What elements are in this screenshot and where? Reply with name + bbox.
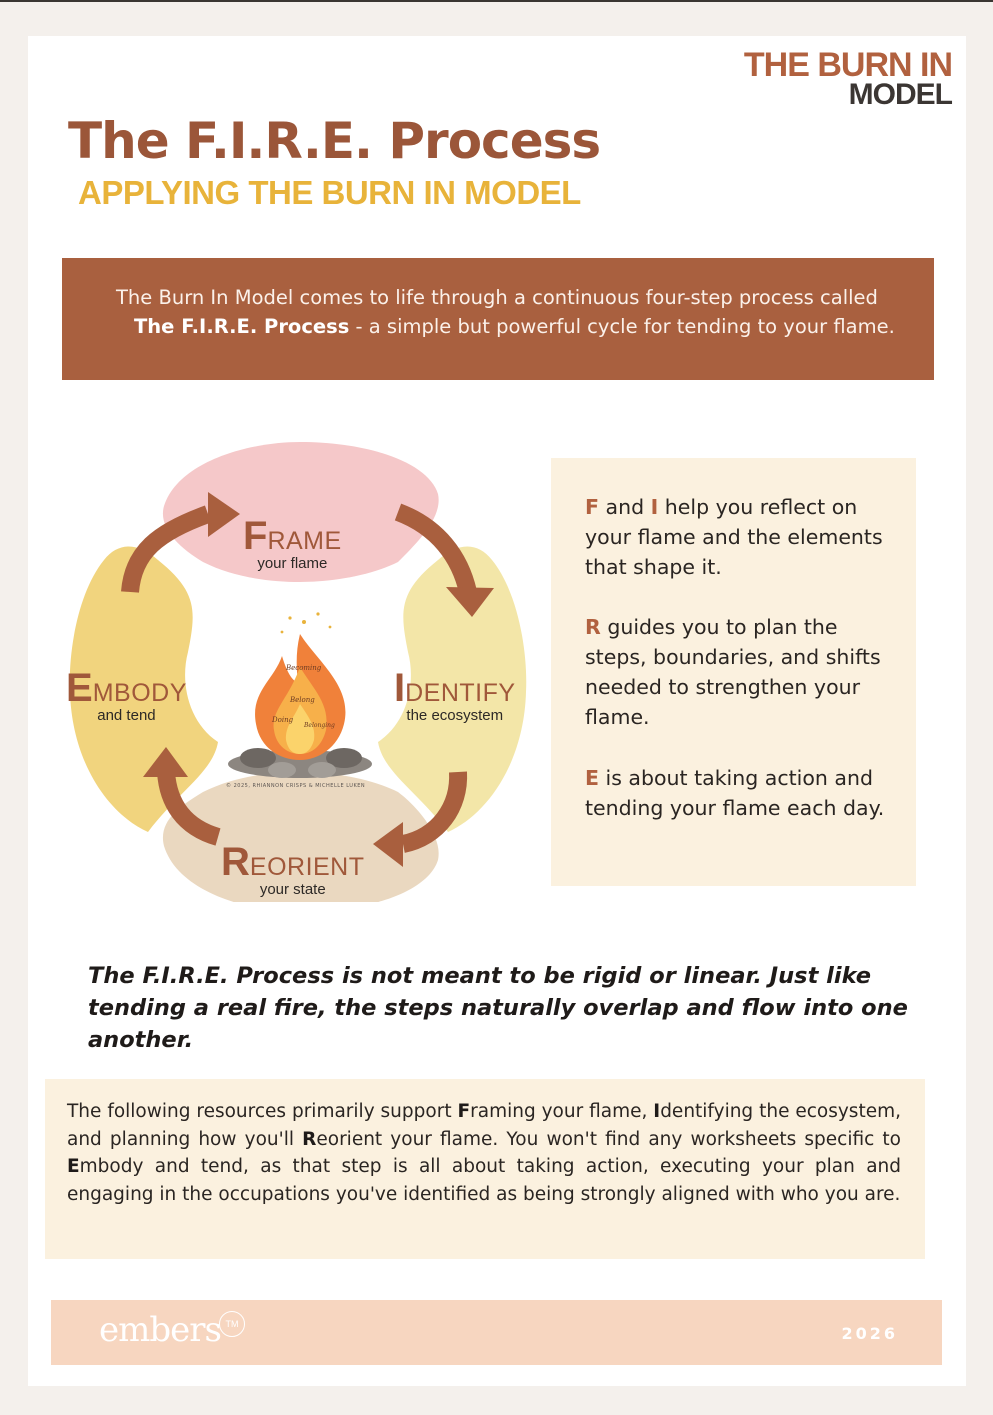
resources-text [67, 1098, 901, 1208]
stage-identify [394, 666, 516, 724]
page-subtitle: APPLYING THE BURN IN MODEL [78, 174, 581, 211]
identify-subtitle: the ecosystem [406, 707, 504, 724]
res-b1: F [457, 1101, 471, 1122]
footer-bar [51, 1300, 942, 1365]
reorient-initial: R [221, 840, 250, 884]
step-summary-box [551, 458, 916, 886]
frame-subtitle: your flame [257, 555, 328, 572]
frame-initial: F [243, 514, 268, 558]
note-r-text: guides you to plan the steps, boundaries, and shifts needed to strengthen your flame. [585, 615, 881, 729]
res-t3: dentifying the ecosystem, and planning how you'll [67, 1101, 901, 1150]
reorient-subtitle: your state [259, 881, 326, 898]
stage-embody [66, 666, 187, 724]
page [28, 36, 966, 1386]
flame-label-becoming: Becoming [286, 664, 322, 672]
embody-word: MBODY [92, 679, 187, 707]
embers-logo: embers [99, 1310, 221, 1350]
note-and: and [599, 495, 651, 519]
note-r [585, 612, 895, 732]
res-t1: The following resources primarily support [67, 1101, 458, 1122]
process-note: The F.I.R.E. Process is not meant to be rigid or linear. Just like tending a real fire, the steps naturally overlap and flow into one another. [88, 963, 908, 1053]
note-key-e: E [585, 766, 600, 790]
res-b2: I [653, 1101, 661, 1122]
intro-banner [62, 258, 934, 380]
resources-box [45, 1079, 925, 1259]
top-border [0, 0, 993, 2]
flame-label-belong: Belong [290, 696, 315, 704]
diagram-copyright: © 2025, RHIANNON CRISPS & MICHELLE LUKEN [226, 783, 366, 789]
res-b3: R [302, 1128, 317, 1150]
logo-line-1: THE BURN IN [743, 46, 952, 84]
flame-label-doing: Doing [272, 716, 294, 724]
identify-word: DENTIFY [405, 679, 516, 707]
embody-subtitle: and tend [97, 707, 156, 724]
page-title: The F.I.R.E. Process [68, 112, 601, 170]
note-key-r: R [585, 615, 601, 639]
identify-initial: I [394, 666, 406, 710]
intro-line-2-text: - a simple but powerful cycle for tending to your flame. [349, 315, 895, 338]
res-b4: E [67, 1156, 80, 1177]
footer-year: 2026 [841, 1324, 898, 1343]
frame-word: RAME [267, 527, 342, 555]
note-f-i [585, 492, 895, 582]
stage-reorient [221, 840, 365, 898]
reorient-word: EORIENT [249, 853, 365, 881]
embody-initial: E [66, 666, 93, 710]
res-t4: eorient your flame. You won't find any worksheets specific to [316, 1128, 901, 1150]
res-t2: raming your flame, [470, 1101, 654, 1122]
burn-in-model-logo [743, 46, 952, 111]
note-key-i: I [650, 495, 659, 519]
logo-line-2: MODEL [848, 78, 952, 111]
note-key-f: F [585, 495, 600, 519]
flame-label-belonging: Belonging [304, 722, 335, 729]
fire-cycle-diagram [68, 442, 528, 902]
intro-process-name: The F.I.R.E. Process [134, 315, 350, 338]
intro-line-2 [134, 315, 895, 338]
intro-line-1: The Burn In Model comes to life through a continuous four-step process called [116, 286, 878, 309]
trademark-mark: TM [219, 1311, 245, 1337]
note-e [585, 763, 895, 823]
note-e-text: is about taking action and tending your flame each day. [585, 766, 885, 820]
stage-frame [243, 514, 342, 572]
note-f-i-text: help you reflect on your flame and the elements that shape it. [585, 495, 883, 579]
res-t5: mbody and tend, as that step is all about taking action, executing your plan and engaging in the occupations you've identified as being strongly aligned with who you are. [67, 1156, 901, 1205]
